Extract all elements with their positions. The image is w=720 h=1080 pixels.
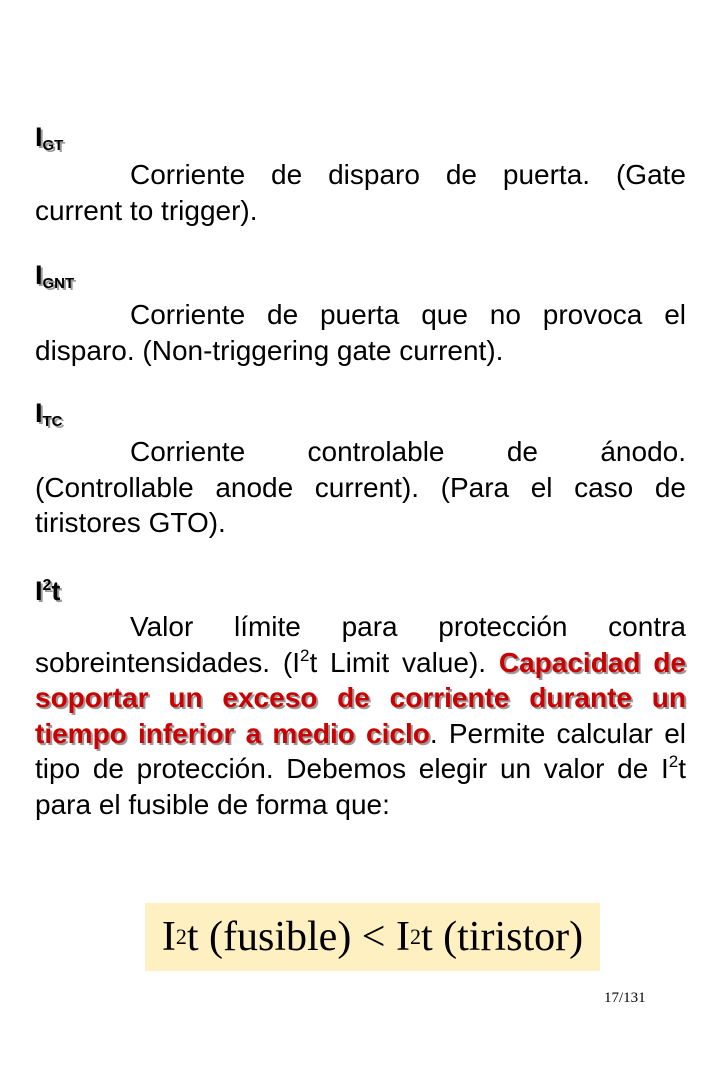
definition-i2t-after-sup: 2 (668, 752, 679, 771)
term-ignt-main: I (35, 260, 43, 290)
formula-right-rest: t (tiristor) (420, 914, 584, 960)
term-i2t-main: I (35, 576, 43, 606)
term-i2t (35, 576, 60, 606)
term-ignt (35, 260, 74, 290)
definition-i2t-after-highlight: . Permite calcular el tipo de protección. Debemos elegir un valor de I (35, 717, 686, 784)
term-igt-subscript: GT (42, 137, 64, 154)
term-itc (35, 398, 63, 428)
definition-i2t-highlight: Capacidad de soportar un exceso de corriente durante un tiempo inferior a medio ciclo (35, 646, 686, 749)
term-ignt-subscript: GNT (42, 275, 75, 292)
formula-left-rest: t (fusible) < I (186, 914, 410, 960)
definition-i2t-ending: t para el fusible de forma que: (35, 753, 686, 820)
definition-i2t (35, 609, 686, 822)
term-i2t-tail: t (51, 576, 61, 606)
definition-ignt: Corriente de puerta que no provoca el disparo. (Non-triggering gate current). (35, 299, 686, 366)
term-itc-main: I (35, 398, 43, 428)
term-itc-subscript: TC (42, 413, 63, 430)
definition-igt: Corriente de disparo de puerta. (Gate current to trigger). (35, 159, 686, 226)
formula-left-base: I (161, 914, 176, 960)
term-igt (35, 122, 63, 152)
definition-itc: Corriente controlable de ánodo. (Controllable anode current). (Para el caso de tiristores GTO). (35, 436, 686, 538)
page-number: 17/131 (604, 990, 646, 1006)
term-igt-main: I (35, 122, 43, 152)
definition-i2t-intro-end: t Limit value). (309, 646, 499, 678)
definition-i2t-intro-sup: 2 (299, 645, 310, 665)
formula-box: I 2 t (fusible) < I 2 t (tiristor) (145, 903, 600, 971)
definition-i2t-intro: Valor límite para protección contra sobreintensidades. (I (35, 611, 686, 678)
term-i2t-superscript: 2 (42, 577, 52, 594)
